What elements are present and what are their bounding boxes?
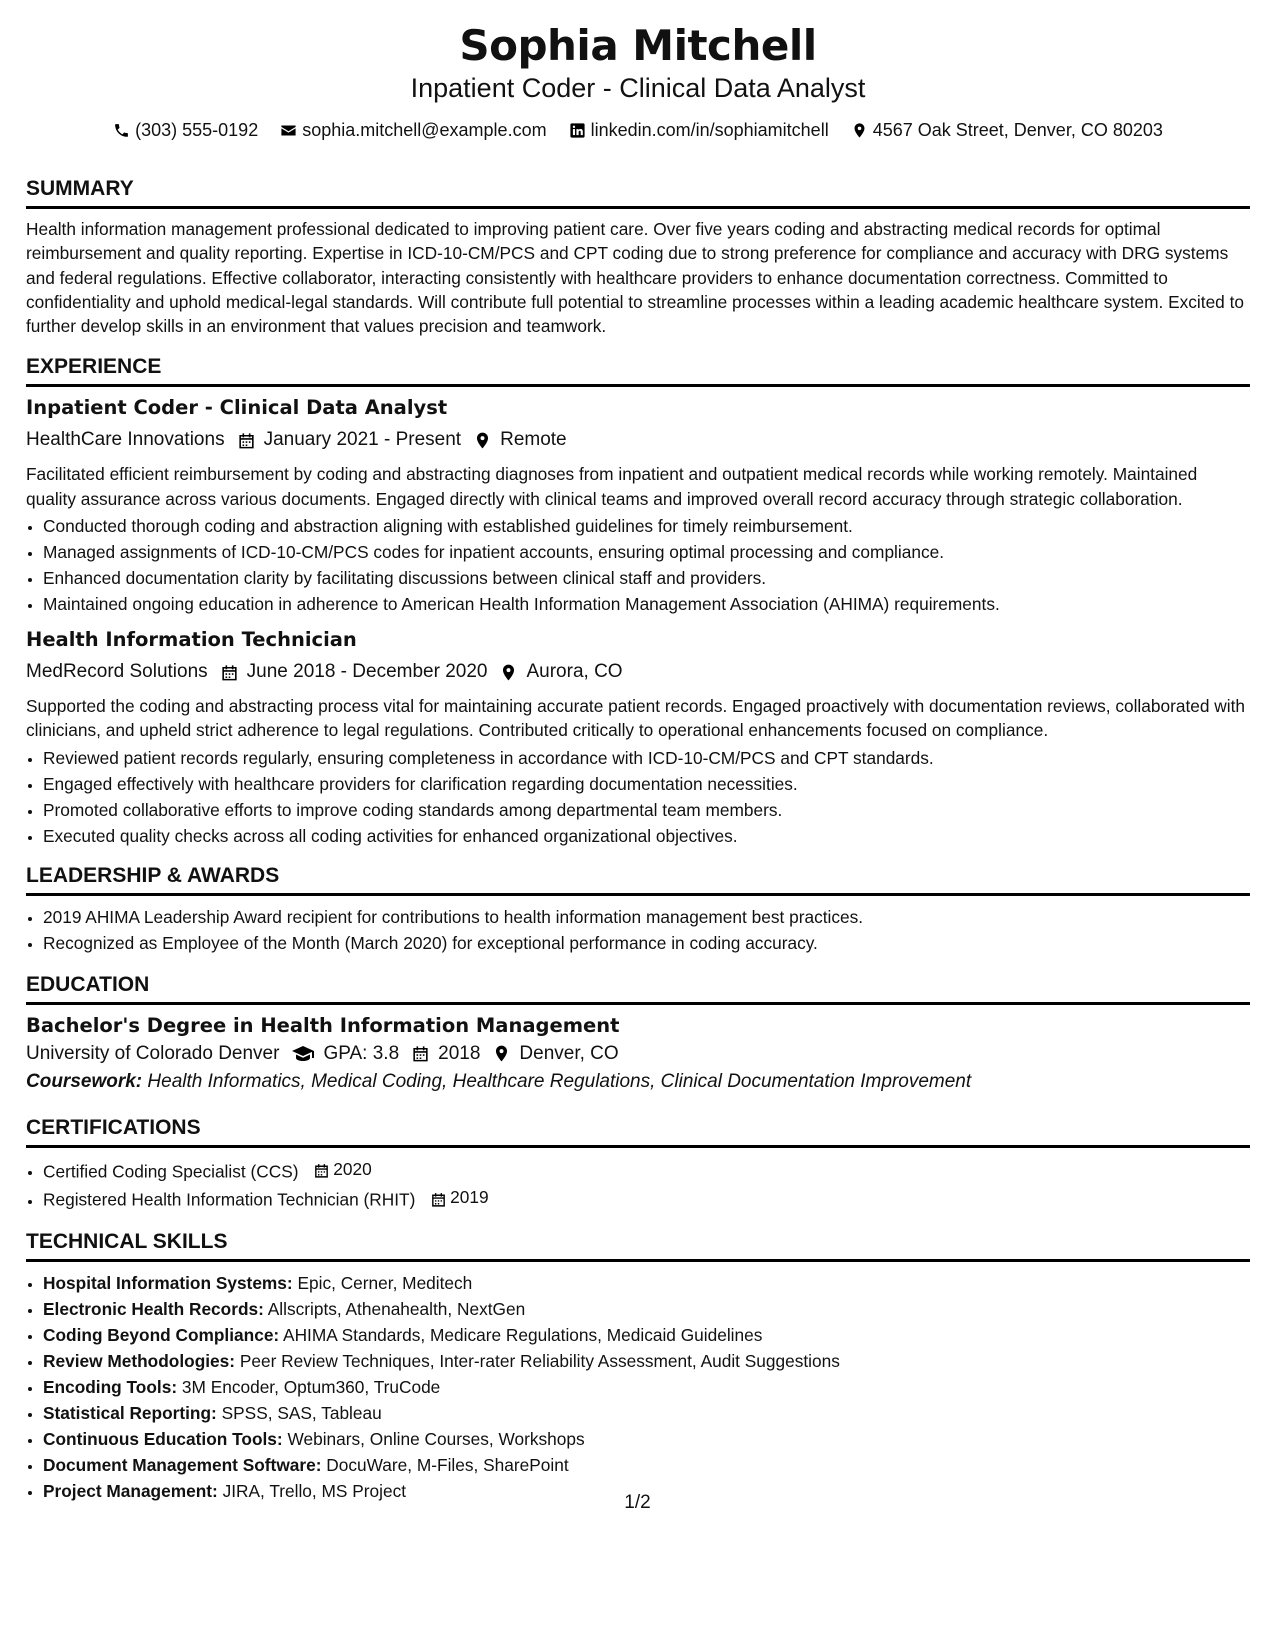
skill-label: Hospital Information Systems: — [43, 1272, 293, 1293]
cert-year: 2020 — [333, 1158, 372, 1179]
cert-name: Registered Health Information Technician (RHIT) — [43, 1189, 416, 1210]
list-item — [43, 1400, 1250, 1426]
job-company: MedRecord Solutions — [26, 661, 208, 683]
calendar-icon — [237, 431, 256, 450]
resume-header — [26, 0, 1250, 142]
list-item: • Reviewed patient records regularly, ensuring completeness in accordance with ICD-10-CM/PCS and CPT standards. — [43, 745, 1250, 771]
job-title: Health Information Technician — [26, 628, 357, 652]
resume-page — [26, 0, 1250, 1504]
job-dates: January 2021 - Present — [263, 429, 462, 451]
candidate-name: Sophia Mitchell — [459, 21, 817, 70]
skills-list — [26, 1270, 1250, 1504]
job-dates: June 2018 - December 2020 — [246, 661, 488, 683]
envelope-icon — [280, 122, 297, 139]
skills-section — [26, 1229, 1250, 1504]
section-title-summary: SUMMARY — [26, 176, 1250, 209]
job-company: HealthCare Innovations — [26, 429, 225, 451]
education-section — [26, 972, 1250, 1095]
linkedin-text: linkedin.com/in/sophiamitchell — [590, 120, 829, 140]
certifications-list — [26, 1156, 1250, 1213]
job-entry — [26, 627, 1250, 849]
map-pin-icon — [473, 431, 492, 450]
job-location: Aurora, CO — [526, 661, 623, 683]
edu-year: 2018 — [438, 1042, 481, 1064]
contact-line — [26, 118, 1250, 142]
candidate-role: Inpatient Coder - Clinical Data Analyst — [410, 73, 866, 103]
coursework-text: Health Informatics, Medical Coding, Healthcare Regulations, Clinical Documentation Improvement — [147, 1070, 972, 1092]
list-item: • 2019 AHIMA Leadership Award recipient for contributions to health information management best practices. — [43, 904, 1250, 930]
skill-label: Project Management: — [43, 1480, 218, 1501]
list-item: • Enhanced documentation clarity by facilitating discussions between clinical staff and providers. — [43, 565, 1250, 591]
summary-text: Health information management professional dedicated to improving patient care. Over five years coding and abstracting medical records for optimal reimbursement and quality reporting. Expertise in ICD-10-CM/PCS and CPT coding due to strong preference for compliance and accuracy with DRG systems and federal regulations. Effective collaborator, interacting consistently with healthcare providers to enhance documentation correctness. Committed to confidentiality and uphold medical-legal standards. Will contribute full potential to streamline processes within a leading academic healthcare system. Excited to further develop skills in an environment that values precision and teamwork. — [26, 219, 1245, 337]
cert-year: 2019 — [450, 1187, 489, 1208]
edu-meta — [26, 1041, 1250, 1067]
graduation-cap-icon — [291, 1042, 315, 1066]
calendar-icon — [220, 663, 239, 682]
job-description: Supported the coding and abstracting process vital for maintaining accurate patient records. Engaged proactively with documentation reviews, collaborated with clinicians, and upheld strict adherence to legal regulations. Contributed critically to operational enhancements focused on compliance. — [26, 696, 1246, 741]
map-pin-icon — [499, 663, 518, 682]
skill-label: Review Methodologies: — [43, 1350, 236, 1371]
skill-label: Statistical Reporting: — [43, 1402, 217, 1423]
page-number: 1/2 — [624, 1492, 651, 1513]
skill-label: Document Management Software: — [43, 1454, 322, 1475]
list-item: • Managed assignments of ICD-10-CM/PCS codes for inpatient accounts, ensuring optimal processing and compliance. — [43, 539, 1250, 565]
list-item — [43, 1270, 1250, 1296]
list-item — [43, 1452, 1250, 1478]
skill-value: JIRA, Trello, MS Project — [222, 1480, 407, 1501]
calendar-icon — [430, 1191, 447, 1208]
skill-value: 3M Encoder, Optum360, TruCode — [181, 1376, 441, 1397]
list-item: • Engaged effectively with healthcare providers for clarification regarding documentation necessities. — [43, 771, 1250, 797]
list-item — [43, 1296, 1250, 1322]
edu-location: Denver, CO — [519, 1042, 619, 1064]
edu-degree: Bachelor's Degree in Health Information Management — [26, 1013, 620, 1037]
skill-value: Webinars, Online Courses, Workshops — [287, 1428, 585, 1449]
phone-icon — [113, 122, 130, 139]
list-item: • Conducted thorough coding and abstraction aligning with established guidelines for timely reimbursement. — [43, 513, 1250, 539]
skill-value: Allscripts, Athenahealth, NextGen — [267, 1298, 526, 1319]
section-title-experience: EXPERIENCE — [26, 354, 1250, 387]
list-item: • Executed quality checks across all coding activities for enhanced organizational objectives. — [43, 823, 1250, 849]
skill-label: Coding Beyond Compliance: — [43, 1324, 280, 1345]
section-title-leadership: LEADERSHIP & AWARDS — [26, 863, 1250, 896]
job-meta — [26, 427, 1250, 453]
leadership-list — [26, 904, 1250, 956]
skill-value: AHIMA Standards, Medicare Regulations, Medicaid Guidelines — [283, 1324, 763, 1345]
skill-label: Encoding Tools: — [43, 1376, 178, 1397]
contact-address — [851, 118, 1163, 142]
calendar-icon — [313, 1162, 330, 1179]
list-item: • Recognized as Employee of the Month (March 2020) for exceptional performance in coding accuracy. — [43, 930, 1250, 956]
map-pin-icon — [492, 1044, 511, 1063]
address-text: 4567 Oak Street, Denver, CO 80203 — [872, 120, 1163, 140]
skill-value: SPSS, SAS, Tableau — [221, 1402, 382, 1423]
edu-gpa: GPA: 3.8 — [323, 1042, 400, 1064]
job-meta — [26, 659, 1250, 685]
list-item — [43, 1156, 1250, 1185]
certifications-section — [26, 1115, 1250, 1213]
list-item — [43, 1374, 1250, 1400]
contact-email[interactable] — [280, 118, 546, 142]
list-item — [43, 1322, 1250, 1348]
skill-value: Peer Review Techniques, Inter-rater Reliability Assessment, Audit Suggestions — [239, 1350, 840, 1371]
summary-section — [26, 176, 1250, 338]
phone-text: (303) 555-0192 — [135, 120, 259, 140]
skill-value: Epic, Cerner, Meditech — [297, 1272, 473, 1293]
job-title: Inpatient Coder - Clinical Data Analyst — [26, 396, 448, 420]
section-title-skills: TECHNICAL SKILLS — [26, 1229, 1250, 1262]
skill-label: Electronic Health Records: — [43, 1298, 264, 1319]
list-item — [43, 1426, 1250, 1452]
list-item: • Maintained ongoing education in adherence to American Health Information Management Association (AHIMA) requirements. — [43, 591, 1250, 617]
calendar-icon — [411, 1044, 430, 1063]
skill-label: Continuous Education Tools: — [43, 1428, 283, 1449]
job-entry — [26, 395, 1250, 617]
contact-phone[interactable] — [113, 118, 258, 142]
email-text: sophia.mitchell@example.com — [302, 120, 547, 140]
cert-name: Certified Coding Specialist (CCS) — [43, 1161, 299, 1182]
contact-linkedin[interactable] — [569, 118, 829, 142]
leadership-section — [26, 863, 1250, 956]
section-title-education: EDUCATION — [26, 972, 1250, 1005]
coursework-label: Coursework: — [26, 1070, 143, 1092]
edu-coursework — [26, 1069, 1250, 1095]
job-bullets — [26, 513, 1250, 617]
section-title-certifications: CERTIFICATIONS — [26, 1115, 1250, 1148]
list-item — [43, 1184, 1250, 1213]
list-item — [43, 1348, 1250, 1374]
job-location: Remote — [500, 429, 567, 451]
job-bullets — [26, 745, 1250, 849]
experience-section — [26, 354, 1250, 848]
job-description: Facilitated efficient reimbursement by coding and abstracting diagnoses from inpatient and outpatient medical records while working remotely. Maintained quality assurance across various documents. Engaged directly with clinical teams and improved overall record accuracy through strategic collaboration. — [26, 464, 1198, 509]
list-item: • Promoted collaborative efforts to improve coding standards among departmental team members. — [43, 797, 1250, 823]
linkedin-icon — [569, 122, 586, 139]
map-pin-icon — [851, 122, 868, 139]
skill-value: DocuWare, M-Files, SharePoint — [326, 1454, 569, 1475]
edu-school: University of Colorado Denver — [26, 1042, 280, 1064]
